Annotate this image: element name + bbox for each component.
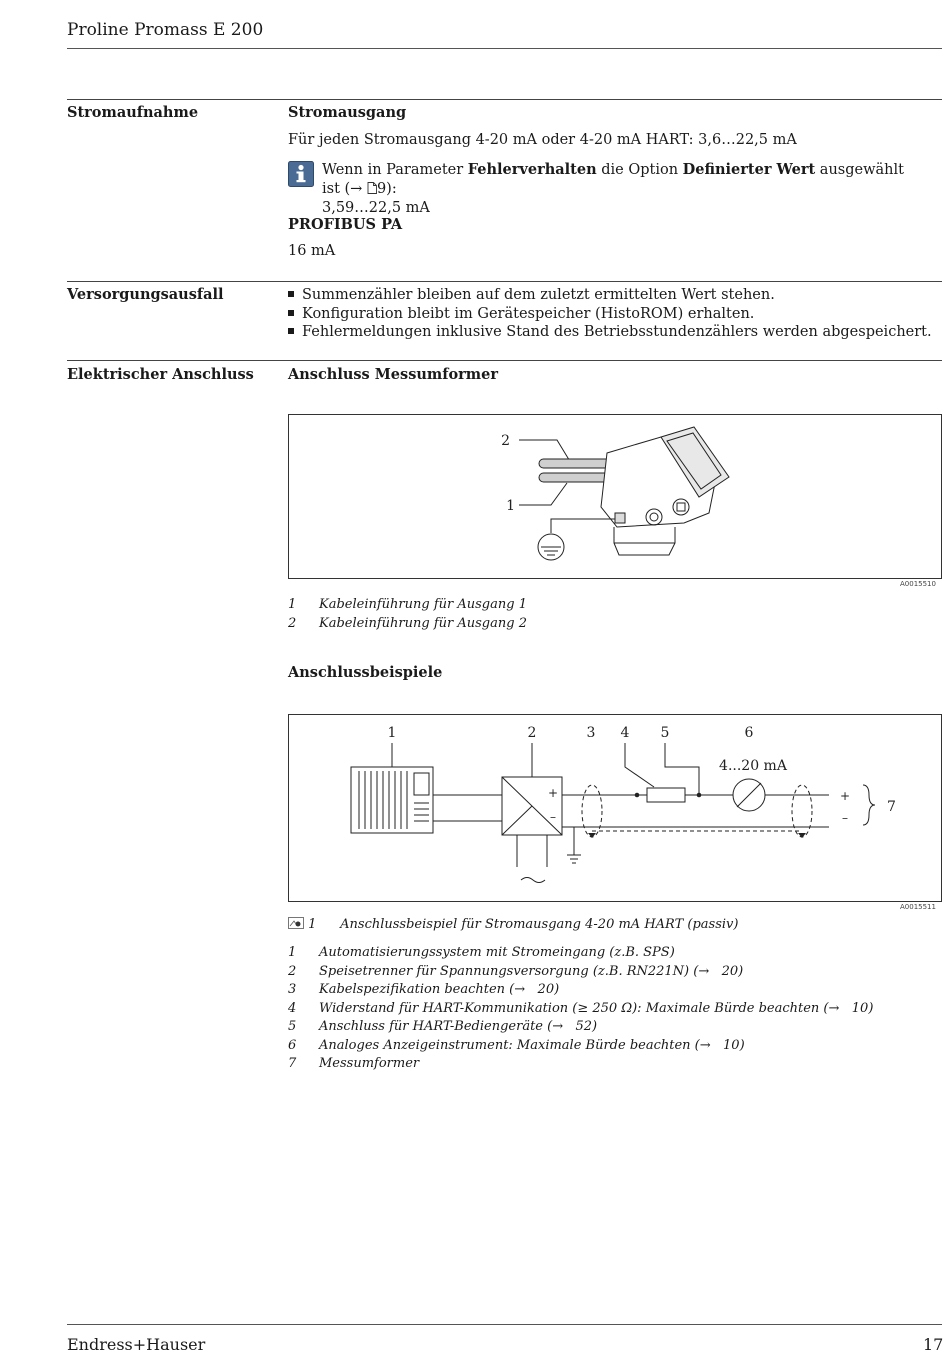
legend-item: 5 Anschluss für HART-Bediengeräte (→ 52) xyxy=(288,1019,598,1034)
figure-id: A0015510 xyxy=(900,580,936,588)
minus-sign: – xyxy=(550,810,556,824)
subheading-anschlussbeispiele: Anschlussbeispiele xyxy=(288,664,443,681)
bullet-list xyxy=(288,286,932,342)
legend-item: 4 Widerstand für HART-Kommunikation (≥ 250 Ω): Maximale Bürde beachten (→ 10) xyxy=(288,1000,874,1016)
info-icon xyxy=(288,161,314,191)
legend-item: 7 Messumformer xyxy=(288,1056,420,1071)
section-rule xyxy=(67,360,942,361)
legend-item: 3 Kabelspezifikation beachten (→ 20) xyxy=(288,982,560,997)
figure-icon xyxy=(288,917,304,929)
running-header: Proline Promass E 200 xyxy=(67,20,264,40)
wiring-diagram xyxy=(289,715,941,901)
page-number: 17 xyxy=(923,1335,944,1354)
callout-2: 2 xyxy=(527,725,537,741)
plus-sign: + xyxy=(547,786,559,800)
subheading-stromausgang: Stromausgang xyxy=(288,104,407,121)
transmitter-drawing xyxy=(289,415,941,578)
callout-5: 5 xyxy=(660,725,670,741)
callout-1: 1 xyxy=(387,725,397,741)
callout-7: 7 xyxy=(887,799,896,815)
callout-2: 2 xyxy=(501,433,510,449)
minus-sign: – xyxy=(842,811,848,825)
plus-sign: + xyxy=(839,789,851,803)
list-item: Summenzähler bleiben auf dem zuletzt ermittelten Wert stehen. xyxy=(288,286,932,305)
subheading-profibus: PROFIBUS PA xyxy=(288,216,403,233)
list-item: Konfiguration bleibt im Gerätespeicher (HistoROM) erhalten. xyxy=(288,305,932,324)
footer-rule xyxy=(67,1324,942,1325)
section-rule xyxy=(67,99,942,100)
figure-caption: 1 Anschlussbeispiel für Stromausgang 4-20 mA HART (passiv) xyxy=(288,917,738,932)
subheading-anschluss-messumformer: Anschluss Messumformer xyxy=(288,366,498,383)
callout-6: 6 xyxy=(744,725,754,741)
list-item: Fehlermeldungen inklusive Stand des Betriebsstundenzählers werden abgespeichert. xyxy=(288,323,932,342)
profibus-text: 16 mA xyxy=(288,243,336,259)
legend-item: 6 Analoges Anzeigeinstrument: Maximale Bürde beachten (→ 10) xyxy=(288,1037,745,1053)
header-rule xyxy=(67,48,942,49)
legend-item: 1 Kabeleinführung für Ausgang 1 xyxy=(288,597,527,612)
section-label-elektrischer-anschluss: Elektrischer Anschluss xyxy=(67,366,254,383)
section-rule xyxy=(67,281,942,282)
figure2-legend xyxy=(288,944,873,1074)
legend-item: 2 Speisetrenner für Spannungsversorgung (z.B. RN221N) (→ 20) xyxy=(288,963,744,979)
figure1-legend xyxy=(288,596,527,633)
page-icon xyxy=(367,182,377,194)
stromausgang-text: Für jeden Stromausgang 4-20 mA oder 4-20 mA HART: 3,6…22,5 mA xyxy=(288,132,797,148)
callout-4: 4 xyxy=(620,725,630,741)
legend-item: 2 Kabeleinführung für Ausgang 2 xyxy=(288,615,527,631)
legend-item: 1 Automatisierungssystem mit Stromeingang (z.B. SPS) xyxy=(288,945,675,960)
figure-transmitter xyxy=(288,414,942,579)
current-label: 4...20 mA xyxy=(719,758,787,774)
figure-wiring xyxy=(288,714,942,902)
section-label-stromaufnahme: Stromaufnahme xyxy=(67,104,199,121)
figure-id: A0015511 xyxy=(900,903,936,911)
callout-1: 1 xyxy=(506,498,515,514)
callout-3: 3 xyxy=(586,725,596,741)
section-label-versorgungsausfall: Versorgungsausfall xyxy=(67,286,224,303)
info-note: Wenn in Parameter Fehlerverhalten die Option Definierter Wert ausgewählt ist (→ 9): 3,59…22,5 mA xyxy=(322,161,904,216)
footer-brand: Endress+Hauser xyxy=(67,1335,206,1354)
